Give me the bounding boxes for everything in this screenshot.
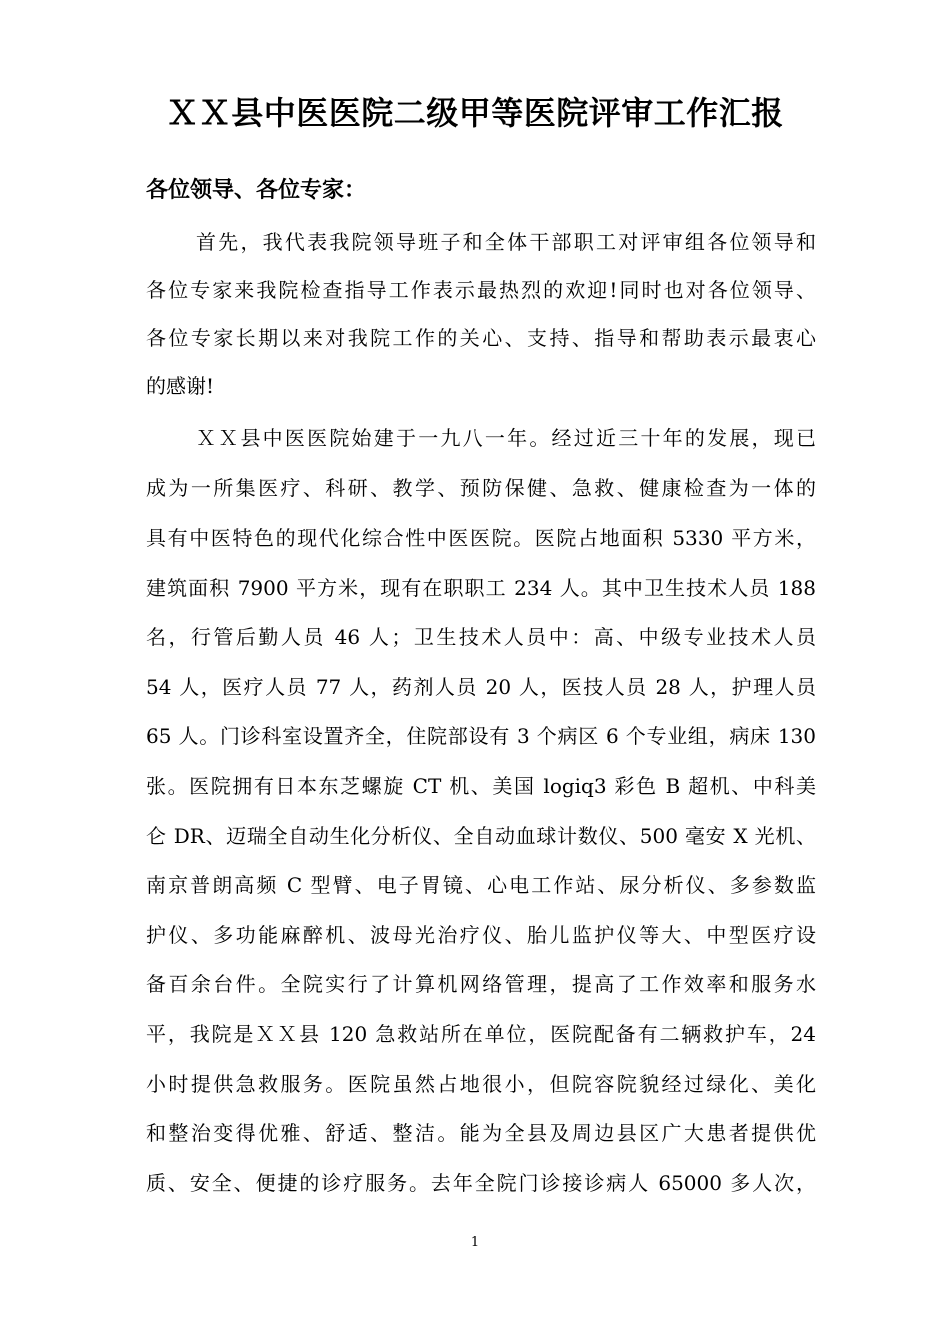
text-line: 平，我院是ＸＸ县 120 急救站所在单位，医院配备有二辆救护车，24	[146, 1022, 816, 1046]
document-title: ＸＸ县中医医院二级甲等医院评审工作汇报	[166, 94, 784, 132]
text-line: 首先，我代表我院领导班子和全体干部职工对评审组各位领导和	[196, 230, 816, 254]
text-line: 质、安全、便捷的诊疗服务。去年全院门诊接诊病人 65000 多人次，	[146, 1171, 816, 1195]
text-line: 54 人，医疗人员 77 人，药剂人员 20 人，医技人员 28 人，护理人员	[146, 675, 816, 699]
text-line: 的感谢!	[146, 374, 215, 398]
text-line: 小时提供急救服务。医院虽然占地很小，但院容院貌经过绿化、美化	[146, 1072, 816, 1096]
text-line: 仑 DR、迈瑞全自动生化分析仪、全自动血球计数仪、500 毫安 X 光机、	[146, 824, 816, 848]
text-line: 各位专家来我院检查指导工作表示最热烈的欢迎!同时也对各位领导、	[146, 278, 816, 302]
page-number: 1	[470, 1235, 480, 1250]
text-line: 65 人。门诊科室设置齐全，住院部设有 3 个病区 6 个专业组，病床 130	[146, 724, 816, 748]
text-line: 张。医院拥有日本东芝螺旋 CT 机、美国 logiq3 彩色 B 超机、中科美	[146, 774, 816, 798]
salutation: 各位领导、各位专家：	[146, 177, 367, 203]
text-line: 成为一所集医疗、科研、教学、预防保健、急救、健康检查为一体的	[146, 476, 816, 500]
text-line: ＸＸ县中医医院始建于一九八一年。经过近三十年的发展，现已	[196, 426, 816, 450]
text-line: 和整治变得优雅、舒适、整洁。能为全县及周边县区广大患者提供优	[146, 1121, 816, 1145]
text-line: 名，行管后勤人员 46 人；卫生技术人员中：高、中级专业技术人员	[146, 625, 816, 649]
text-line: 南京普朗高频 C 型臂、电子胃镜、心电工作站、尿分析仪、多参数监	[146, 873, 816, 897]
text-line: 备百余台件。全院实行了计算机网络管理，提高了工作效率和服务水	[146, 972, 816, 996]
text-line: 建筑面积 7900 平方米，现有在职职工 234 人。其中卫生技术人员 188	[146, 576, 816, 600]
text-line: 各位专家长期以来对我院工作的关心、支持、指导和帮助表示最衷心	[146, 326, 816, 350]
text-line: 具有中医特色的现代化综合性中医医院。医院占地面积 5330 平方米，	[146, 526, 816, 550]
text-line: 护仪、多功能麻醉机、波母光治疗仪、胎儿监护仪等大、中型医疗设	[146, 923, 816, 947]
